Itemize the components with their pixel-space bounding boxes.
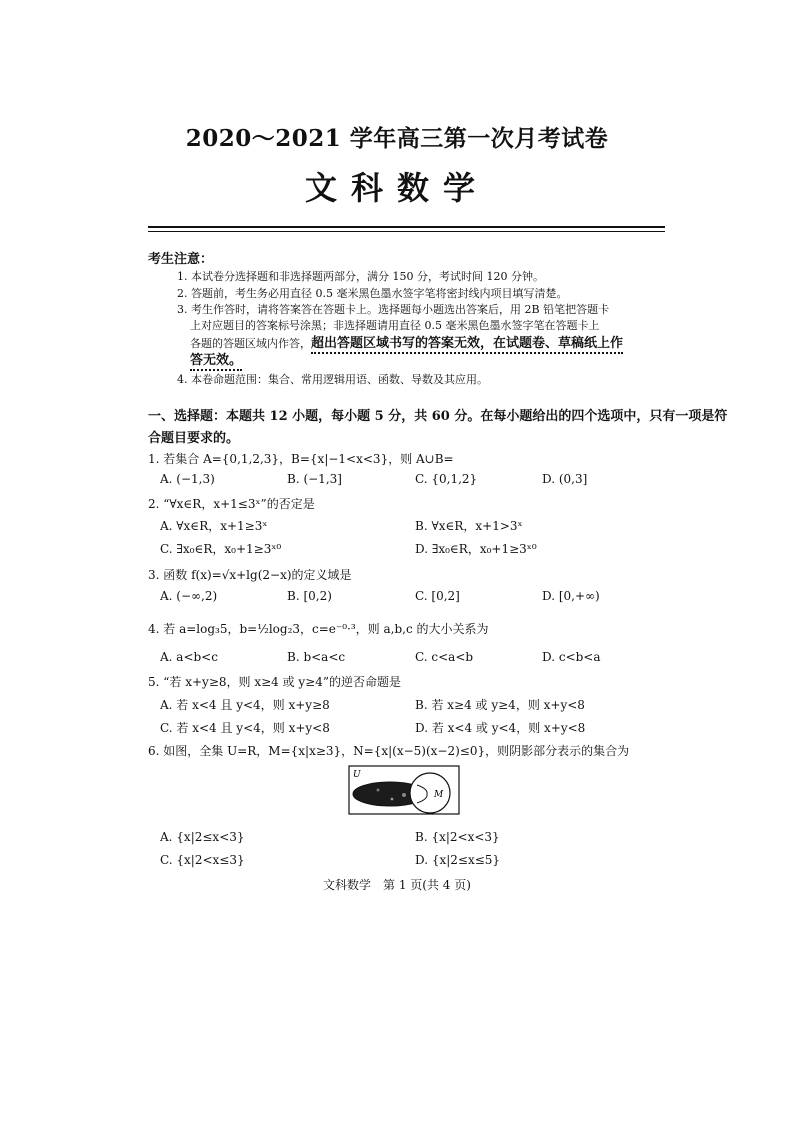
notice-item-2: 2. 答题前，考生务必用直径 0.5 毫米黑色墨水签字笔将密封线内项目填写清楚。	[177, 287, 568, 300]
shade-speckle	[402, 793, 406, 797]
question-6-option-d: D. {x|2≤x≤5}	[415, 853, 501, 867]
notice-item-1: 1. 本试卷分选择题和非选择题两部分，满分 150 分，考试时间 120 分钟。	[177, 270, 544, 283]
question-1-option-d: D. (0,3]	[542, 472, 588, 486]
question-4-option-b: B. b<a<c	[287, 650, 346, 664]
question-3-option-d: D. [0,+∞)	[542, 589, 600, 603]
exam-subject: 文科数学	[304, 169, 489, 207]
notice-item-3-plain: 各题的答题区域内作答，	[190, 337, 311, 350]
question-2-option-c: C. ∃x₀∈R，x₀+1≥3ˣ⁰	[160, 542, 282, 556]
notice-item-3-line-3	[190, 332, 623, 351]
notice-item-3-emphasis-end: 答无效。	[190, 353, 242, 371]
question-3-option-a: A. (−∞,2)	[160, 589, 218, 603]
question-6-option-b: B. {x|2<x<3}	[415, 830, 500, 844]
question-6-stem: 6. 如图，全集 U=R，M={x|x≥3}，N={x|(x−5)(x−2)≤0}，则阴影部分表示的集合为	[148, 744, 630, 758]
shade-speckle	[377, 789, 380, 792]
question-5-option-b: B. 若 x≥4 或 y≥4，则 x+y<8	[415, 698, 585, 712]
exam-title: 2020～2021 学年高三第一次月考试卷	[185, 125, 609, 152]
notice-item-3-line-1: 3. 考生作答时，请将答案答在答题卡上。选择题每小题选出答案后，用 2B 铅笔把答题卡	[177, 303, 610, 316]
set-m-circle	[410, 773, 450, 813]
question-1-option-c: C. {0,1,2}	[415, 472, 478, 486]
question-5-option-d: D. 若 x<4 或 y<4，则 x+y<8	[415, 721, 586, 735]
question-5-option-c: C. 若 x<4 且 y<4，则 x+y<8	[160, 721, 330, 735]
question-4-option-a: A. a<b<c	[160, 650, 218, 664]
venn-diagram	[348, 765, 460, 815]
question-4-stem: 4. 若 a=log₃5，b=½log₂3，c=e⁻⁰·³，则 a,b,c 的大小关系为	[148, 622, 489, 636]
question-1-stem: 1. 若集合 A={0,1,2,3}，B={x|−1<x<3}，则 A∪B=	[148, 452, 454, 466]
notice-heading: 考生注意：	[148, 252, 214, 267]
question-2-option-a: A. ∀x∈R，x+1≥3ˣ	[160, 519, 268, 533]
question-2-stem: 2. “∀x∈R，x+1≤3ˣ”的否定是	[148, 497, 315, 511]
notice-item-3-line-2: 上对应题目的答案标号涂黑；非选择题请用直径 0.5 毫米黑色墨水签字笔在答题卡上	[190, 319, 600, 332]
title-divider-thin	[148, 231, 665, 232]
section-1-instructions-line-2: 合题目要求的。	[148, 431, 240, 446]
question-2-option-b: B. ∀x∈R，x+1>3ˣ	[415, 519, 523, 533]
question-3-option-b: B. [0,2)	[287, 589, 332, 603]
question-4-option-d: D. c<b<a	[542, 650, 601, 664]
section-1-instructions-line-1: 一、选择题：本题共 12 小题，每小题 5 分，共 60 分。在每小题给出的四个选项中，只有一项是符	[148, 409, 728, 424]
question-3-option-c: C. [0,2]	[415, 589, 460, 603]
question-6-option-c: C. {x|2<x≤3}	[160, 853, 245, 867]
page-footer: 文科数学 第 1 页(共 4 页)	[323, 878, 471, 892]
question-2-option-d: D. ∃x₀∈R，x₀+1≥3ˣ⁰	[415, 542, 537, 556]
notice-item-3-line-4	[190, 349, 242, 368]
question-3-stem: 3. 函数 f(x)=√x+lg(2−x)的定义域是	[148, 568, 352, 582]
question-6-option-a: A. {x|2≤x<3}	[160, 830, 245, 844]
universe-label: U	[353, 770, 361, 780]
question-4-option-c: C. c<a<b	[415, 650, 474, 664]
question-1-option-a: A. (−1,3)	[160, 472, 215, 486]
set-m-label: M	[434, 790, 444, 800]
title-divider-thick	[148, 226, 665, 228]
shade-speckle	[391, 798, 394, 801]
question-5-stem: 5. “若 x+y≥8，则 x≥4 或 y≥4”的逆否命题是	[148, 675, 402, 689]
question-5-option-a: A. 若 x<4 且 y<4，则 x+y≥8	[160, 698, 330, 712]
notice-item-3-emphasis: 超出答题区域书写的答案无效，在试题卷、草稿纸上作	[311, 336, 623, 354]
question-1-option-b: B. (−1,3]	[287, 472, 342, 486]
notice-item-4: 4. 本卷命题范围：集合、常用逻辑用语、函数、导数及其应用。	[177, 373, 488, 386]
